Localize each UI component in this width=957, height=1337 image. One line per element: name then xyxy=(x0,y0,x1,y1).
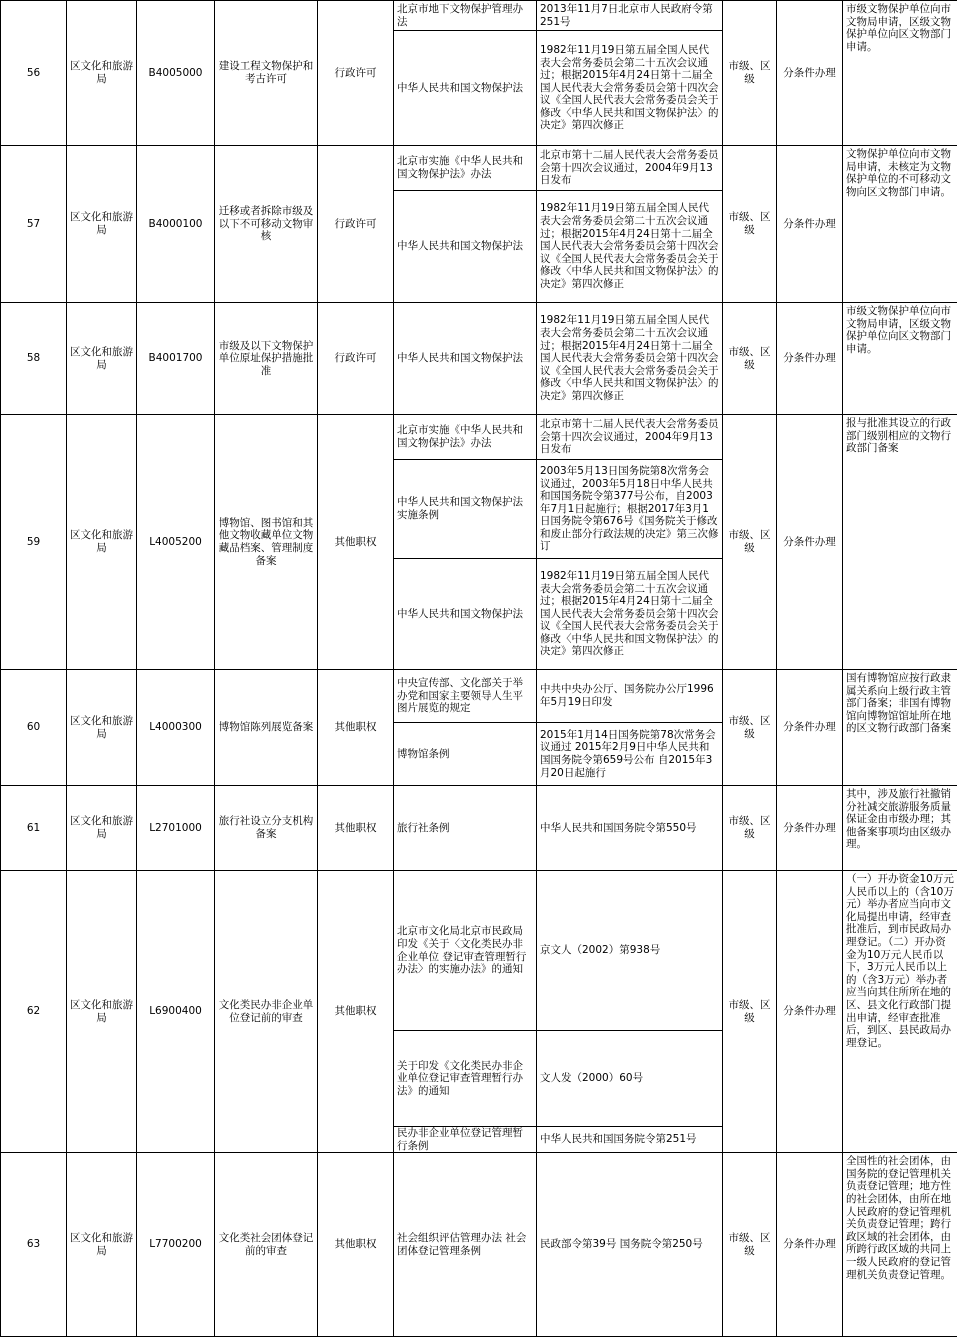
table-row xyxy=(1,303,957,415)
remarks-cell: 市级文物保护单位向市文物局申请，区级文物保护单位向区文物部门申请。 xyxy=(843,303,957,415)
basis-detail-cell: 北京市第十二届人民代表大会常务委员会第十四次会议通过，2004年9月13日发布 xyxy=(537,146,723,191)
legal-basis-cell: 中华人民共和国文物保护法实施条例 xyxy=(394,460,537,559)
item-code-cell: L6900400 xyxy=(137,871,215,1153)
legal-basis-cell: 北京市实施《中华人民共和国文物保护法》办法 xyxy=(394,415,537,460)
table-row xyxy=(1,871,957,1031)
department-cell: 区文化和旅游局 xyxy=(67,415,137,670)
item-name-cell: 市级及以下文物保护单位原址保护措施批准 xyxy=(215,303,318,415)
authority-type-cell: 行政许可 xyxy=(318,303,394,415)
item-name-cell: 博物馆陈列展览备案 xyxy=(215,670,318,786)
row-number: 60 xyxy=(1,670,67,786)
handling-mode-cell: 分条件办理 xyxy=(777,871,843,1153)
item-code-cell: B4005000 xyxy=(137,1,215,146)
legal-basis-cell: 北京市实施《中华人民共和国文物保护法》办法 xyxy=(394,146,537,191)
department-cell: 区文化和旅游局 xyxy=(67,303,137,415)
basis-detail-cell: 文人发（2000）60号 xyxy=(537,1031,723,1127)
legal-basis-cell: 中华人民共和国文物保护法 xyxy=(394,191,537,303)
handling-mode-cell: 分条件办理 xyxy=(777,303,843,415)
authority-type-cell: 行政许可 xyxy=(318,1,394,146)
legal-basis-cell: 中华人民共和国文物保护法 xyxy=(394,559,537,670)
table-row xyxy=(1,670,957,723)
legal-basis-cell: 中华人民共和国文物保护法 xyxy=(394,31,537,146)
item-code-cell: B4000100 xyxy=(137,146,215,303)
row-number: 61 xyxy=(1,786,67,871)
department-cell: 区文化和旅游局 xyxy=(67,670,137,786)
authority-type-cell: 其他职权 xyxy=(318,786,394,871)
remarks-cell: 其中，涉及旅行社撤销分社减交旅游服务质量保证金由市级办理；其他备案事项均由区级办理。 xyxy=(843,786,957,871)
handling-level-cell: 市级、区级 xyxy=(723,871,777,1153)
department-cell: 区文化和旅游局 xyxy=(67,1,137,146)
table-row xyxy=(1,1,957,31)
basis-detail-cell: 中华人民共和国国务院令第550号 xyxy=(537,786,723,871)
handling-level-cell: 市级、区级 xyxy=(723,1,777,146)
handling-mode-cell: 分条件办理 xyxy=(777,786,843,871)
handling-mode-cell: 分条件办理 xyxy=(777,146,843,303)
table-body xyxy=(1,1,957,1337)
remarks-cell: 市级文物保护单位向市文物局申请，区级文物保护单位向区文物部门申请。 xyxy=(843,1,957,146)
row-number: 62 xyxy=(1,871,67,1153)
authority-type-cell: 其他职权 xyxy=(318,871,394,1153)
legal-basis-cell: 中华人民共和国文物保护法 xyxy=(394,303,537,415)
department-cell: 区文化和旅游局 xyxy=(67,1153,137,1337)
basis-detail-cell: 1982年11月19日第五届全国人民代表大会常务委员会第二十五次会议通过；根据2015年4月24日第十二届全国人民代表大会常务委员会第十四次会议《全国人民代表大会常务委员会关于修改〈中华人民共和国文物保护法〉的决定》第四次修正 xyxy=(537,191,723,303)
handling-level-cell: 市级、区级 xyxy=(723,146,777,303)
legal-basis-cell: 旅行社条例 xyxy=(394,786,537,871)
table-row xyxy=(1,786,957,871)
table-row xyxy=(1,146,957,191)
basis-detail-cell: 京文人（2002）第938号 xyxy=(537,871,723,1031)
basis-detail-cell: 1982年11月19日第五届全国人民代表大会常务委员会第二十五次会议通过；根据2015年4月24日第十二届全国人民代表大会常务委员会第十四次会议《全国人民代表大会常务委员会关于修改〈中华人民共和国文物保护法〉的决定》第四次修正 xyxy=(537,31,723,146)
basis-detail-cell: 北京市第十二届人民代表大会常务委员会第十四次会议通过，2004年9月13日发布 xyxy=(537,415,723,460)
remarks-cell: 全国性的社会团体，由国务院的登记管理机关负责登记管理；地方性的社会团体，由所在地人民政府的登记管理机关负责登记管理；跨行政区域的社会团体，由所跨行政区域的共同上一级人民政府的登记管理机关负责登记管理。 xyxy=(843,1153,957,1337)
authority-type-cell: 行政许可 xyxy=(318,146,394,303)
row-number: 58 xyxy=(1,303,67,415)
handling-level-cell: 市级、区级 xyxy=(723,415,777,670)
row-number: 63 xyxy=(1,1153,67,1337)
handling-mode-cell: 分条件办理 xyxy=(777,670,843,786)
department-cell: 区文化和旅游局 xyxy=(67,146,137,303)
department-cell: 区文化和旅游局 xyxy=(67,871,137,1153)
basis-detail-cell: 民政部令第39号 国务院令第250号 xyxy=(537,1153,723,1337)
basis-detail-cell: 2003年5月13日国务院第8次常务会议通过，2003年5月18日中华人民共和国国务院令第377号公布，自2003年7月1日起施行；根据2017年3月1日国务院令第676号《国务院关于修改和废止部分行政法规的决定》第三次修订 xyxy=(537,460,723,559)
handling-level-cell: 市级、区级 xyxy=(723,303,777,415)
item-code-cell: L4000300 xyxy=(137,670,215,786)
handling-mode-cell: 分条件办理 xyxy=(777,1,843,146)
row-number: 59 xyxy=(1,415,67,670)
table-row xyxy=(1,1153,957,1337)
handling-level-cell: 市级、区级 xyxy=(723,1153,777,1337)
item-name-cell: 博物馆、图书馆和其他文物收藏单位文物藏品档案、管理制度备案 xyxy=(215,415,318,670)
handling-mode-cell: 分条件办理 xyxy=(777,1153,843,1337)
handling-level-cell: 市级、区级 xyxy=(723,786,777,871)
remarks-cell: （一）开办资金10万元人民币以上的（含10万元）举办者应当向市文化局提出申请，经审查批准后，到市民政局办理登记。（二）开办资金为10万元人民币以下，3万元人民币以上的（含3万元）举办者应当向其住所所在地的区、县文化行政部门提出申请，经审查批准后，到区、县民政局办理登记。 xyxy=(843,871,957,1153)
department-cell: 区文化和旅游局 xyxy=(67,786,137,871)
remarks-cell: 国有博物馆应按行政隶属关系向上级行政主管部门备案；非国有博物馆向博物馆馆址所在地的区文物行政部门备案 xyxy=(843,670,957,786)
item-code-cell: L4005200 xyxy=(137,415,215,670)
basis-detail-cell: 2015年1月14日国务院第78次常务会议通过 2015年2月9日中华人民共和国国务院令第659号公布 自2015年3月20日起施行 xyxy=(537,723,723,786)
legal-basis-cell: 北京市文化局北京市民政局印发《关于〈文化类民办非企业单位 登记审查管理暂行办法〉的实施办法》的通知 xyxy=(394,871,537,1031)
item-name-cell: 旅行社设立分支机构备案 xyxy=(215,786,318,871)
legal-basis-cell: 中央宣传部、文化部关于举办党和国家主要领导人生平图片展览的规定 xyxy=(394,670,537,723)
item-code-cell: B4001700 xyxy=(137,303,215,415)
basis-detail-cell: 2013年11月7日北京市人民政府令第251号 xyxy=(537,1,723,31)
item-name-cell: 文化类民办非企业单位登记前的审查 xyxy=(215,871,318,1153)
table-row xyxy=(1,415,957,460)
legal-basis-cell: 关于印发《文化类民办非企业单位登记审查管理暂行办法》的通知 xyxy=(394,1031,537,1127)
legal-basis-cell: 社会组织评估管理办法 社会团体登记管理条例 xyxy=(394,1153,537,1337)
handling-mode-cell: 分条件办理 xyxy=(777,415,843,670)
legal-basis-cell: 北京市地下文物保护管理办法 xyxy=(394,1,537,31)
authority-type-cell: 其他职权 xyxy=(318,670,394,786)
authority-type-cell: 其他职权 xyxy=(318,1153,394,1337)
item-name-cell: 文化类社会团体登记前的审查 xyxy=(215,1153,318,1337)
remarks-cell: 报与批准其设立的行政部门级别相应的文物行政部门备案 xyxy=(843,415,957,670)
authority-type-cell: 其他职权 xyxy=(318,415,394,670)
remarks-cell: 文物保护单位向市文物局申请，未核定为文物保护单位的不可移动文物向区文物部门申请。 xyxy=(843,146,957,303)
item-name-cell: 迁移或者拆除市级及以下不可移动文物审核 xyxy=(215,146,318,303)
row-number: 57 xyxy=(1,146,67,303)
basis-detail-cell: 1982年11月19日第五届全国人民代表大会常务委员会第二十五次会议通过；根据2015年4月24日第十二届全国人民代表大会常务委员会第十四次会议《全国人民代表大会常务委员会关于修改〈中华人民共和国文物保护法〉的决定》第四次修正 xyxy=(537,303,723,415)
basis-detail-cell: 中华人民共和国国务院令第251号 xyxy=(537,1127,723,1153)
item-name-cell: 建设工程文物保护和考古许可 xyxy=(215,1,318,146)
legal-basis-cell: 博物馆条例 xyxy=(394,723,537,786)
basis-detail-cell: 中共中央办公厅、国务院办公厅1996年5月19日印发 xyxy=(537,670,723,723)
legal-basis-cell: 民办非企业单位登记管理暂行条例 xyxy=(394,1127,537,1153)
handling-level-cell: 市级、区级 xyxy=(723,670,777,786)
item-code-cell: L7700200 xyxy=(137,1153,215,1337)
row-number: 56 xyxy=(1,1,67,146)
item-code-cell: L2701000 xyxy=(137,786,215,871)
basis-detail-cell: 1982年11月19日第五届全国人民代表大会常务委员会第二十五次会议通过；根据2015年4月24日第十二届全国人民代表大会常务委员会第十四次会议《全国人民代表大会常务委员会关于修改〈中华人民共和国文物保护法〉的决定》第四次修正 xyxy=(537,559,723,670)
